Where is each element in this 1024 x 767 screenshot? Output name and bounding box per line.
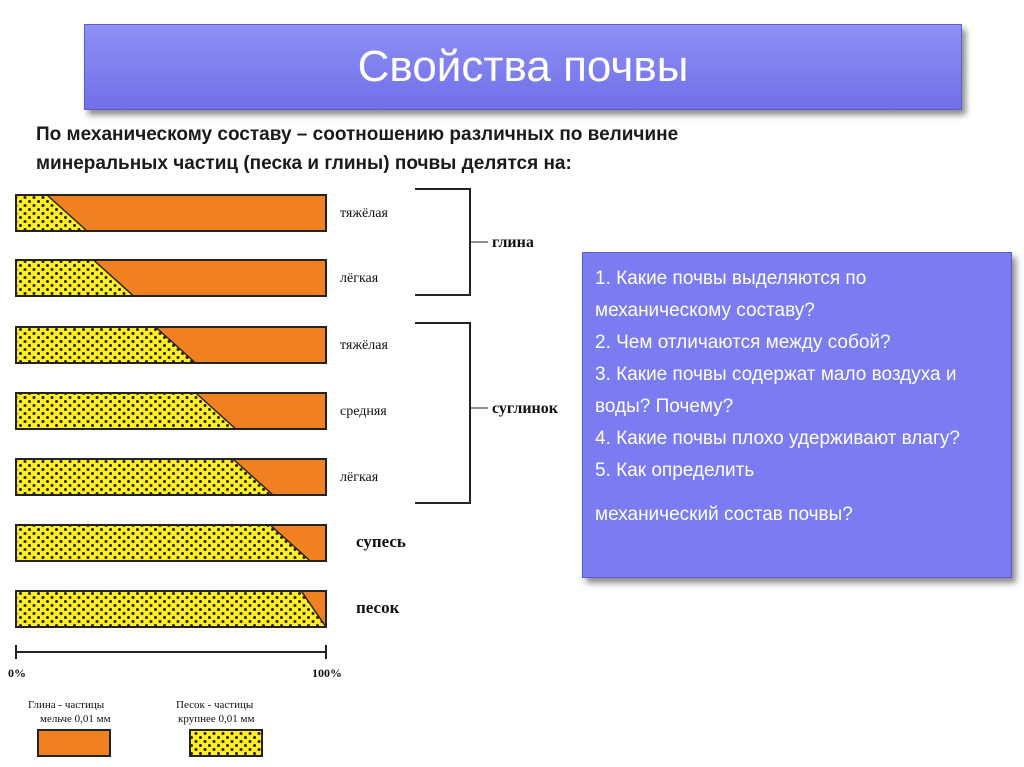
bar-label-3: тяжёлая (340, 338, 388, 353)
page-title: Свойства почвы (357, 42, 689, 91)
legend-clay-line-2: мельче 0,01 мм (40, 713, 111, 725)
soil-bar-2 (16, 260, 326, 296)
question-5: 5. Как определить (595, 460, 755, 481)
soil-composition-diagram (0, 175, 580, 767)
question-1: 1. Какие почвы выделяются по механическому составу? (595, 268, 867, 321)
sand-dots (16, 459, 273, 495)
soil-bar-4 (16, 393, 326, 429)
bar-label-1: тяжёлая (340, 206, 388, 221)
legend-clay-line-1: Глина - частицы (28, 699, 105, 711)
group-label-loam: суглинок (492, 400, 558, 417)
group-label-clay: глина (492, 234, 534, 251)
intro-text (36, 120, 936, 178)
loam-bracket (415, 323, 470, 503)
clay-bracket (415, 189, 470, 295)
bar-label-6: супесь (356, 532, 406, 551)
legend-sand-line-2: крупнее 0,01 мм (178, 713, 255, 725)
legend-sand-line-1: Песок - частицы (176, 699, 254, 711)
legend-clay-swatch (38, 730, 110, 756)
question-3: 3. Какие почвы содержат мало воздуха и воды? Почему? (595, 364, 957, 417)
sand-dots (16, 525, 310, 561)
bar-label-4: средняя (340, 404, 387, 419)
question-4: 4. Какие почвы плохо удерживают влагу? (595, 428, 960, 449)
soil-bar-1 (16, 195, 326, 231)
scale-min-label: 0% (8, 666, 26, 680)
soil-bar-6 (16, 525, 326, 561)
bar-label-2: лёгкая (340, 271, 379, 286)
questions-box (582, 252, 1012, 578)
soil-bar-3 (16, 327, 326, 363)
question-5-continued: механический состав почвы? (595, 504, 853, 525)
bar-label-7: песок (356, 598, 400, 617)
title-bar (84, 24, 962, 110)
intro-line-2: минеральных частиц (песка и глины) почвы делятся на: (36, 153, 572, 174)
sand-dots (16, 591, 326, 627)
bar-label-5: лёгкая (340, 470, 379, 485)
legend-sand-dots (190, 730, 262, 756)
scale-max-label: 100% (312, 666, 342, 680)
soil-bar-7 (16, 591, 326, 627)
soil-bar-5 (16, 459, 326, 495)
intro-line-1: По механическому составу – соотношению различных по величине (36, 124, 679, 145)
question-2: 2. Чем отличаются между собой? (595, 332, 891, 353)
